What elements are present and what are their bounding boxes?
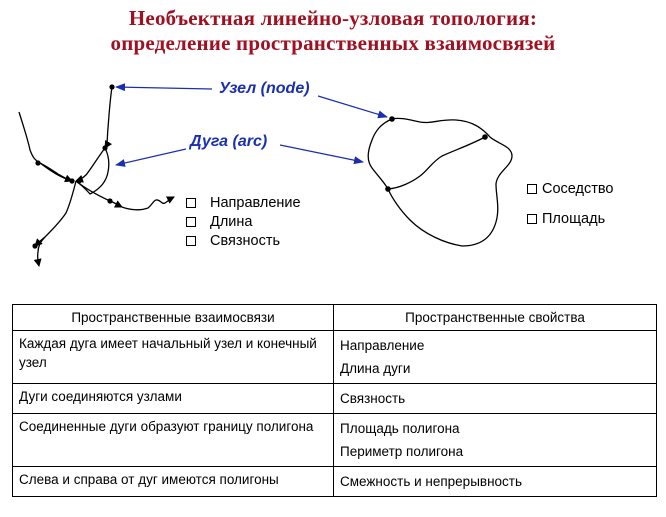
table-cell-properties: Смежность и непрерывность xyxy=(334,467,657,497)
checkbox-icon xyxy=(527,214,537,224)
checkbox-icon xyxy=(186,236,196,246)
arc-middle-loop xyxy=(76,148,109,194)
header-properties: Пространственные свойства xyxy=(334,305,657,331)
label-pointers xyxy=(116,87,387,165)
table-header-row xyxy=(13,305,657,331)
table-row xyxy=(13,414,657,467)
table-row xyxy=(13,331,657,384)
line-property-direction: Направление xyxy=(186,195,301,211)
table-row xyxy=(13,467,657,497)
arc-upper-left xyxy=(19,112,72,181)
table-cell-relation: Каждая дуга имеет начальный узел и конечный узел xyxy=(13,331,334,384)
line-property-connectivity: Связность xyxy=(186,233,280,249)
polygon-property-area: Площадь xyxy=(527,211,605,227)
polygon-property-adjacency: Соседство xyxy=(527,181,614,197)
polygon xyxy=(368,118,512,246)
table-cell-relation: Соединенные дуги образуют границу полигона xyxy=(13,414,334,467)
table-cell-properties: Направление Длина дуги xyxy=(334,331,657,384)
checkbox-icon xyxy=(527,184,537,194)
table-cell-relation: Дуги соединяются узлами xyxy=(13,384,334,414)
arc-middle-down xyxy=(76,148,105,181)
header-relations: Пространственные взаимосвязи xyxy=(13,305,334,331)
node-label: Узел (node) xyxy=(219,80,310,97)
line-property-length: Длина xyxy=(186,214,252,230)
title-line-2: определение пространственных взаимосвязей xyxy=(110,31,556,55)
checkbox-icon xyxy=(186,217,196,227)
line-network xyxy=(19,87,174,266)
table-cell-properties: Площадь полигона Периметр полигона xyxy=(334,414,657,467)
checkbox-icon xyxy=(186,198,196,208)
arc-to-right xyxy=(76,181,122,207)
table-row xyxy=(13,384,657,414)
table-cell-properties: Связность xyxy=(334,384,657,414)
arc-label: Дуга (arc) xyxy=(190,133,268,150)
relations-table xyxy=(12,304,657,497)
arc-right-wiggle xyxy=(122,197,174,210)
arc-upper-middle xyxy=(105,87,112,148)
arc-downward xyxy=(38,181,76,266)
polygon-nodes xyxy=(385,116,488,192)
title-line-1: Необъектная линейно-узловая топология: xyxy=(128,6,538,30)
table-cell-relation: Слева и справа от дуг имеются полигоны xyxy=(13,467,334,497)
